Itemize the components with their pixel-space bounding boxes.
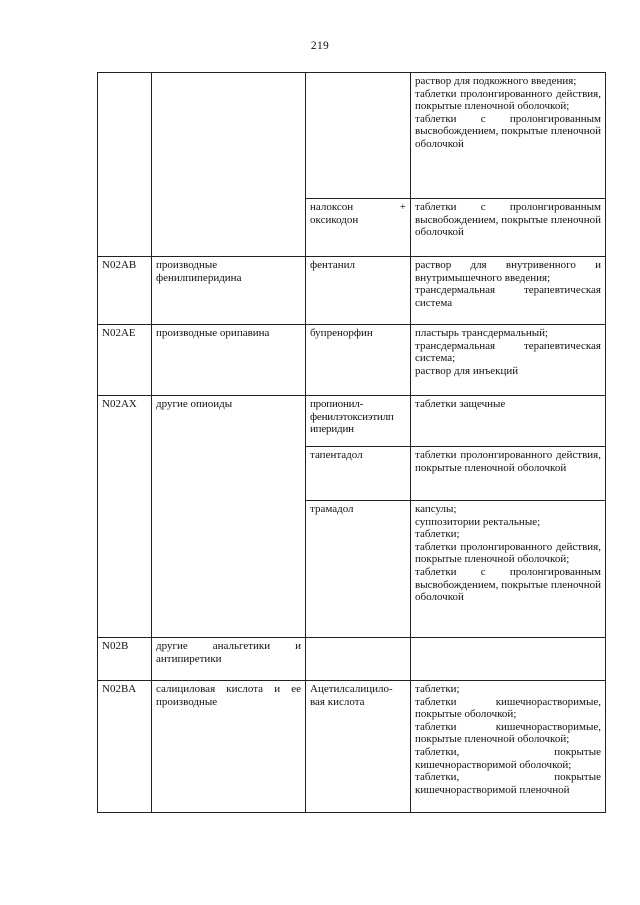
table-row <box>98 257 606 325</box>
dosage-form: таблетки кишечнорастворимые, покрытые пленочной оболочкой; <box>415 720 601 746</box>
dosage-form: суппозитории ректальные; <box>415 515 541 528</box>
group-name-cell <box>152 73 306 257</box>
atc-code-cell <box>98 257 152 325</box>
dosage-forms-cell <box>411 447 606 501</box>
atc-code-cell <box>98 325 152 396</box>
dosage-forms-cell <box>411 501 606 638</box>
dosage-form: таблетки; <box>415 683 460 695</box>
group-name: другие опиоиды <box>156 398 233 410</box>
table-row <box>98 638 606 681</box>
drug-name-cell <box>306 325 411 396</box>
page-number: 219 <box>310 40 330 52</box>
dosage-forms-cell <box>411 638 606 681</box>
group-name-cell <box>152 681 306 813</box>
drug-name: бупренорфин <box>310 327 373 339</box>
drug-name: фентанил <box>310 259 355 271</box>
drug-name-cell <box>306 681 411 813</box>
atc-code: N02B <box>102 640 129 652</box>
group-name-cell <box>152 257 306 325</box>
dosage-form: таблетки пролонгированного действия, покрытые пленочной оболочкой; <box>415 87 601 113</box>
dosage-form: таблетки; <box>415 528 460 541</box>
drug-name-cell <box>306 73 411 199</box>
drug-name: пропионил-фенилэтоксиэтилп иперидин <box>310 398 394 436</box>
atc-code-cell <box>98 638 152 681</box>
dosage-form: таблетки пролонгированного действия, покрытые пленочной оболочкой <box>415 449 601 474</box>
dosage-form: таблетки с пролонгированным высвобождением, покрытые пленочной оболочкой <box>415 112 601 150</box>
atc-code: N02BA <box>102 683 137 695</box>
dosage-form: таблетки пролонгированного действия, покрытые пленочной оболочкой; <box>415 540 601 566</box>
dosage-forms-cell <box>411 257 606 325</box>
dosage-forms-cell <box>411 73 606 199</box>
table-row <box>98 325 606 396</box>
atc-code-cell <box>98 73 152 257</box>
dosage-form: таблетки с пролонгированным высвобождением, покрытые пленочной оболочкой <box>415 565 601 604</box>
dosage-forms-cell <box>411 199 606 257</box>
dosage-form: раствор для внутривенного и внутримышечного введения; <box>415 259 601 284</box>
table-row <box>98 681 606 813</box>
dosage-form: раствор для подкожного введения; <box>415 75 577 87</box>
drug-name-cell <box>306 501 411 638</box>
dosage-forms-cell <box>411 396 606 447</box>
atc-code: N02AX <box>102 398 137 410</box>
group-name-cell <box>152 396 306 638</box>
group-name: производные фенилпиперидина <box>156 259 242 284</box>
table-row <box>98 396 606 447</box>
atc-code-cell <box>98 681 152 813</box>
dosage-form: таблетки с пролонгированным высвобождением, покрытые пленочной оболочкой <box>415 201 601 239</box>
dosage-form: пластырь трансдермальный; <box>415 327 549 339</box>
atc-code: N02AB <box>102 259 137 271</box>
dosage-forms-cell <box>411 681 606 813</box>
drug-name-cell <box>306 447 411 501</box>
dosage-form: таблетки защечные <box>415 398 506 410</box>
group-name-cell <box>152 638 306 681</box>
drug-name: Ацетилсалицило-вая кислота <box>310 683 393 708</box>
group-name-cell <box>152 325 306 396</box>
group-name: другие анальгетики и антипиретики <box>156 640 301 665</box>
atc-code: N02AE <box>102 327 136 339</box>
drug-name-cell <box>306 638 411 681</box>
table-row <box>98 73 606 199</box>
dosage-form: таблетки, покрытые кишечнорастворимой оболочкой; <box>415 745 601 771</box>
drug-classification-table <box>97 72 606 813</box>
dosage-form: таблетки кишечнорастворимые, покрытые оболочкой; <box>415 695 601 721</box>
drug-name: тапентадол <box>310 449 363 461</box>
dosage-form: трансдермальная терапевтическая система <box>415 284 601 309</box>
drug-name-cell <box>306 199 411 257</box>
drug-name-cell <box>306 257 411 325</box>
dosage-form: таблетки, покрытые кишечнорастворимой пленочной <box>415 771 601 796</box>
drug-name-cell <box>306 396 411 447</box>
dosage-form: капсулы; <box>415 503 457 515</box>
group-name: салициловая кислота и ее производные <box>156 683 301 708</box>
dosage-form: раствор для инъекций <box>415 364 519 377</box>
atc-code-cell <box>98 396 152 638</box>
drug-name: налоксон + оксикодон <box>310 201 406 226</box>
dosage-form: трансдермальная терапевтическая система; <box>415 339 601 365</box>
drug-name: трамадол <box>310 503 354 515</box>
dosage-forms-cell <box>411 325 606 396</box>
group-name: производные орипавина <box>156 327 270 339</box>
